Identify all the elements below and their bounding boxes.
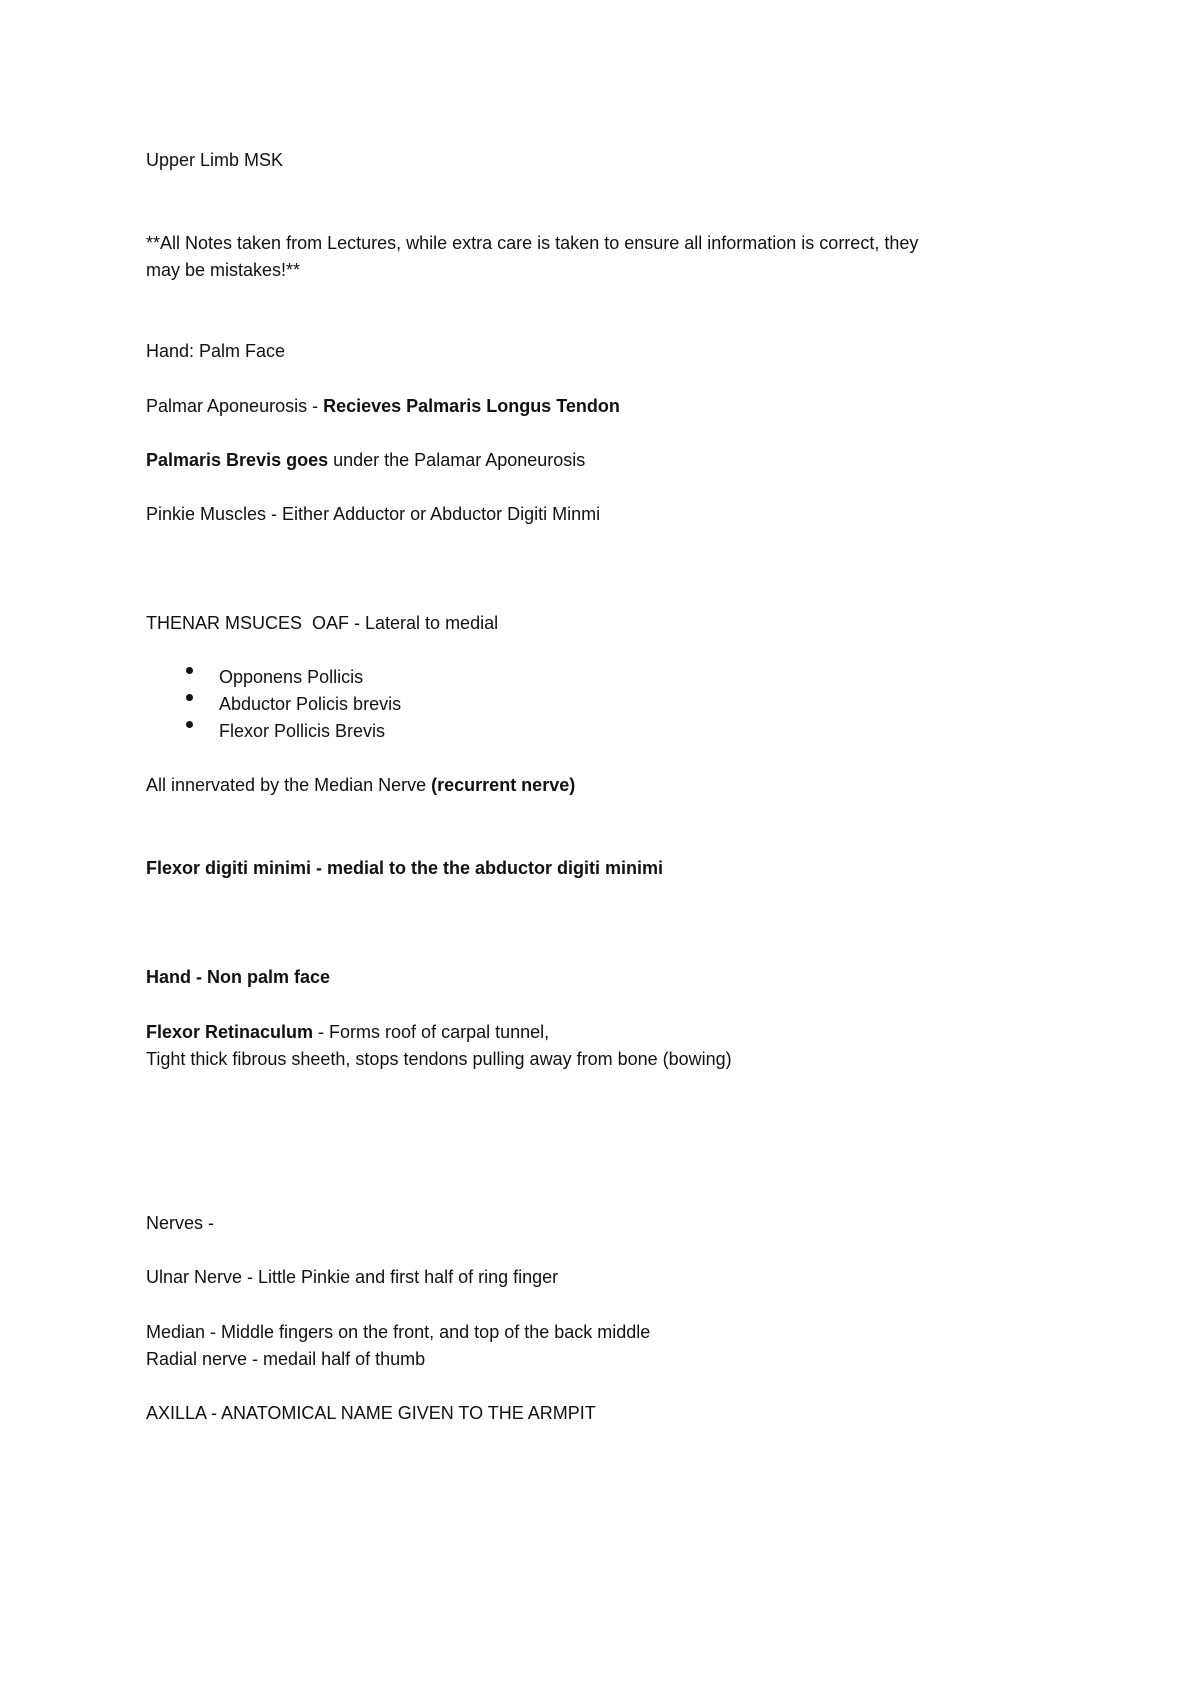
median-nerve-line: Median - Middle fingers on the front, and top of the back middle [146,1322,651,1342]
list-item: Abductor Policis brevis [219,694,402,714]
nerves-heading: Nerves - [146,1213,215,1233]
palmaris-brevis-term: Palmaris Brevis goes [146,450,329,470]
palm-heading: Hand: Palm Face [146,341,286,361]
innervation-bold: (recurrent nerve) [431,775,576,795]
retinaculum-desc: - Forms roof of carpal tunnel, [313,1022,550,1042]
pinkie-muscles-line: Pinkie Muscles - Either Adductor or Abductor Digiti Minmi [146,504,601,524]
ulnar-nerve-line: Ulnar Nerve - Little Pinkie and first half of ring finger [146,1267,559,1287]
innervation-text: All innervated by the Median Nerve [146,775,432,795]
page-title: Upper Limb MSK [146,150,284,170]
palmaris-brevis-desc: under the Palamar Aponeurosis [328,450,586,470]
palmar-aponeurosis-term: Palmar Aponeurosis - [146,396,324,416]
thenar-heading: THENAR MSUCES OAF - Lateral to medial [146,613,499,633]
disclaimer-line-2: may be mistakes!** [146,260,301,280]
palmar-aponeurosis-desc: Recieves Palmaris Longus Tendon [323,396,620,416]
flexor-digiti-line: Flexor digiti minimi - medial to the the abductor digiti minimi [146,858,664,878]
list-item: Opponens Pollicis [219,667,364,687]
disclaimer-line-1: **All Notes taken from Lectures, while extra care is taken to ensure all information is correct, they [146,233,919,253]
retinaculum-line [146,1019,549,1046]
axilla-line: AXILLA - ANATOMICAL NAME GIVEN TO THE ARMPIT [146,1403,596,1423]
non-palm-heading: Hand - Non palm face [146,967,331,987]
retinaculum-line-2: Tight thick fibrous sheeth, stops tendons pulling away from bone (bowing) [146,1049,732,1069]
list-item: Flexor Pollicis Brevis [219,721,386,741]
bullet-icon [186,721,193,728]
radial-nerve-line: Radial nerve - medail half of thumb [146,1349,426,1369]
palmar-aponeurosis-line [146,393,620,420]
bullet-icon [186,694,193,701]
retinaculum-term: Flexor Retinaculum [146,1022,314,1042]
bullet-icon [186,667,193,674]
innervation-line [146,772,575,799]
palmaris-brevis-line [146,447,585,474]
